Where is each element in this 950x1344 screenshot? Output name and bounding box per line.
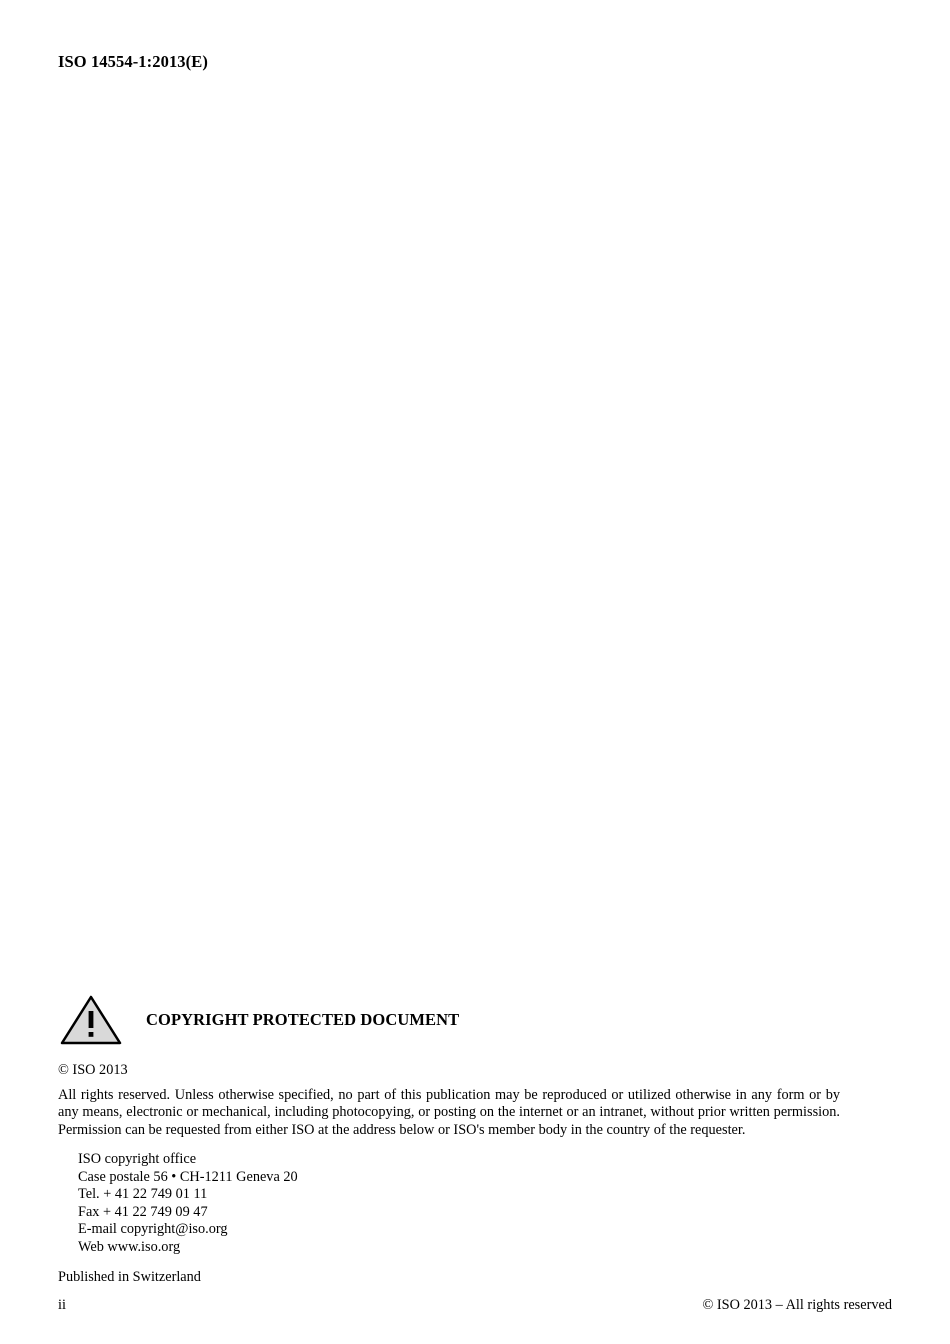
copyright-heading-row: [58, 992, 840, 1048]
address-line: ISO copyright office: [78, 1151, 197, 1168]
address-line-email: E-mail copyright@iso.org: [78, 1221, 228, 1238]
copyright-protected-document-block: [58, 992, 840, 1286]
footer-rights-text: © ISO 2013 – All rights reserved: [702, 1297, 892, 1313]
footer-page-number: ii: [58, 1297, 66, 1313]
published-in-line: Published in Switzerland: [58, 1268, 201, 1285]
copyright-office-address: [78, 1151, 840, 1256]
page-header-standard-number: ISO 14554-1:2013(E): [58, 52, 208, 71]
warning-triangle-icon: [60, 995, 122, 1045]
copyright-year-line: © ISO 2013: [58, 1062, 128, 1078]
address-line-web: Web www.iso.org: [78, 1238, 181, 1255]
address-line: Tel. + 41 22 749 01 11: [78, 1186, 208, 1203]
page-footer: [58, 1297, 892, 1314]
copyright-heading: COPYRIGHT PROTECTED DOCUMENT: [146, 1010, 460, 1029]
address-line: Case postale 56 • CH-1211 Geneva 20: [78, 1168, 298, 1185]
copyright-terms-paragraph: All rights reserved. Unless otherwise specified, no part of this publication may be reproduced or utilized otherwise in any form or by any means, electronic or mechanical, including photocopying, or posting on the internet or an intranet, without prior written permission. Permission can be requested from either ISO at the address below or ISO's member body in the country of the requester.: [58, 1087, 840, 1138]
address-line: Fax + 41 22 749 09 47: [78, 1203, 208, 1220]
